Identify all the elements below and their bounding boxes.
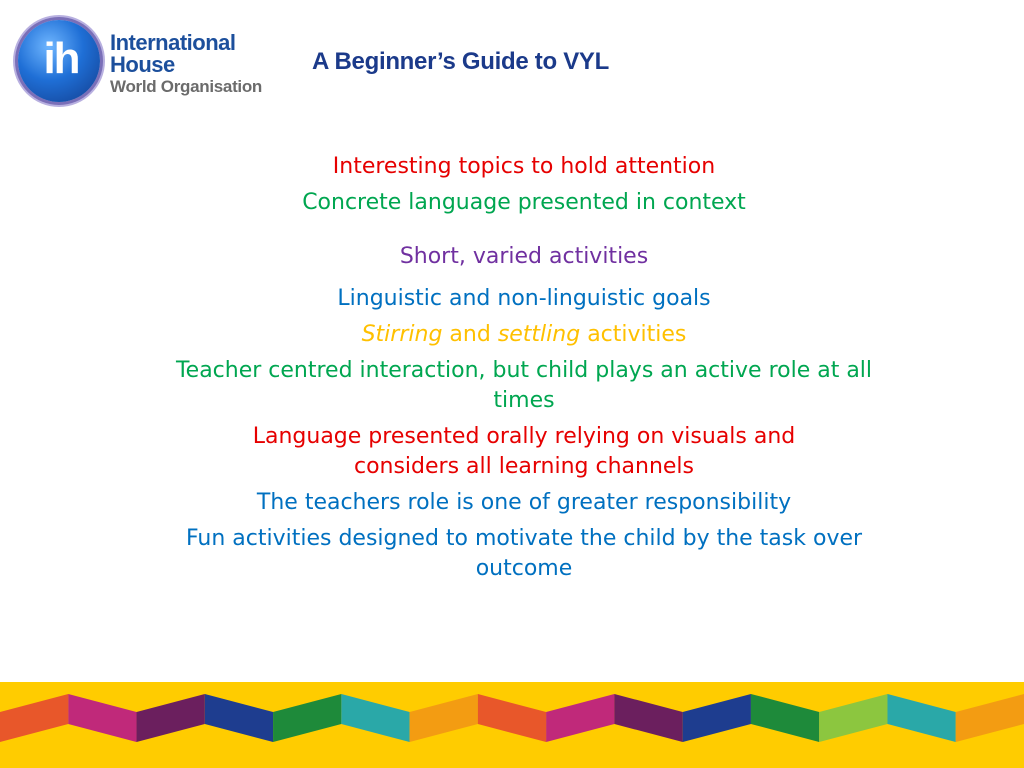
logo-line-3: World Organisation bbox=[110, 77, 263, 96]
ih-globe-icon bbox=[18, 20, 100, 102]
bullet-emphasis: Stirring bbox=[361, 322, 443, 347]
bullet-text: and bbox=[442, 322, 498, 347]
logo-line-1: International bbox=[110, 30, 236, 55]
bullet-item: Fun activities designed to motivate the child by the task over outcome bbox=[185, 526, 863, 581]
bullet-item: Language presented orally relying on visuals and considers all learning channels bbox=[252, 424, 796, 479]
logo-monogram: ih bbox=[43, 34, 79, 83]
bullet-item: Teacher centred interaction, but child plays an active role at all times bbox=[175, 358, 873, 413]
logo-line-2: House bbox=[110, 52, 175, 77]
decorative-footer-band bbox=[0, 682, 1024, 768]
bullet-text: activities bbox=[580, 322, 687, 347]
bullet-item: Concrete language presented in context bbox=[302, 190, 746, 215]
bullet-item: Linguistic and non-linguistic goals bbox=[337, 286, 711, 311]
logo-wordmark bbox=[110, 32, 262, 98]
bullet-list bbox=[140, 152, 908, 584]
slide-title: A Beginner’s Guide to VYL bbox=[312, 48, 609, 75]
bullet-item bbox=[140, 320, 908, 350]
bullet-emphasis: settling bbox=[497, 322, 581, 347]
bullet-item: Interesting topics to hold attention bbox=[332, 154, 716, 179]
international-house-logo bbox=[16, 18, 296, 108]
bullet-item: Short, varied activities bbox=[399, 244, 649, 269]
bullet-item: The teachers role is one of greater responsibility bbox=[256, 490, 792, 515]
